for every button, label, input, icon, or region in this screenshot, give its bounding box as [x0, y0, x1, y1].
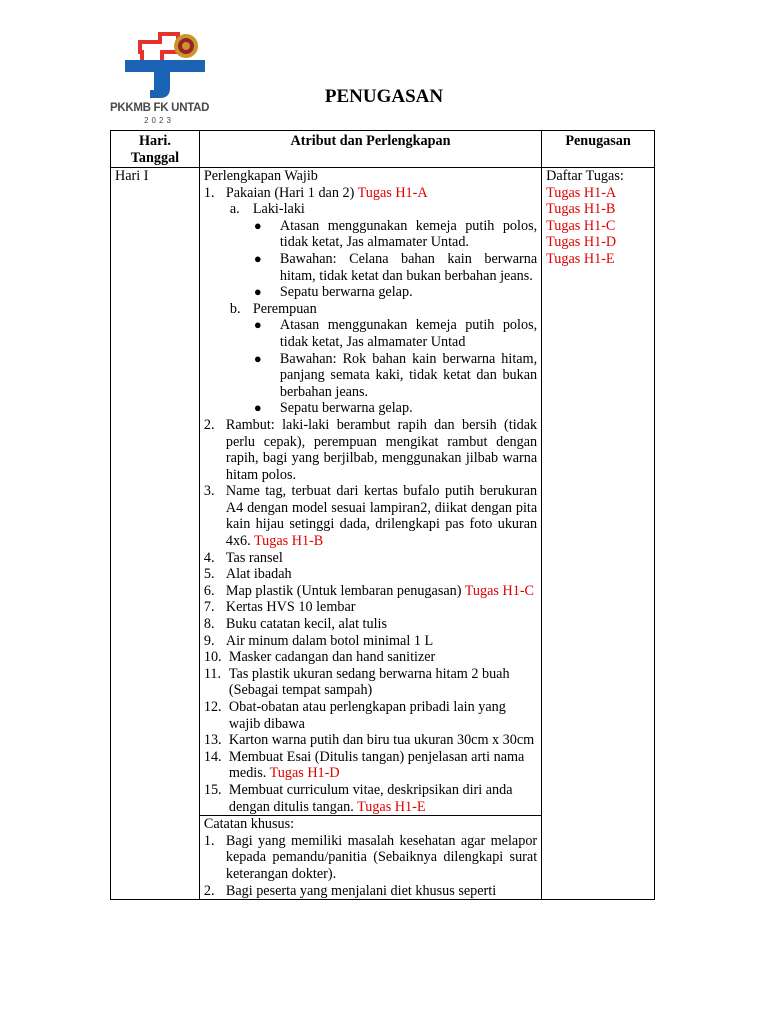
list-item: 15. Membuat curriculum vitae, deskripsikan diri anda dengan ditulis tangan. Tugas H1-E [203, 781, 513, 815]
bullet-icon: ● [253, 350, 262, 366]
task-list-item: Tugas H1-E [546, 250, 615, 267]
list-item: 7. Kertas HVS 10 lembar [203, 599, 356, 616]
bullet-icon: ● [253, 317, 262, 333]
task-ref: Tugas H1-B [253, 533, 324, 550]
task-list-item: Tugas H1-A [546, 184, 617, 201]
bullet-icon: ● [253, 217, 262, 233]
task-ref: Tugas H1-E [357, 798, 426, 815]
task-ref: Tugas H1-A [357, 184, 428, 201]
list-item: 6. Map plastik (Untuk lembaran penugasan) Tugas H1-C [203, 582, 535, 599]
bullet-item: ● Bawahan: Celana bahan kain berwarna hitam, tidak ketat dan bukan berbahan jeans. [253, 250, 538, 284]
sublist-item: b. Perempuan [229, 300, 317, 317]
bullet-item: ● Atasan menggunakan kemeja putih polos, tidak ketat, Jas almamater Untad [253, 317, 538, 350]
logo-text: PKKMB FK UNTAD [110, 102, 210, 114]
list-item: 1. Pakaian (Hari 1 dan 2) Tugas H1-A [203, 184, 428, 201]
list-item: 11. Tas plastik ukuran sedang berwarna hitam 2 buah (Sebagai tempat sampah) [203, 665, 510, 699]
bullet-item: ● Bawahan: Rok bahan kain berwarna hitam, panjang semata kaki, tidak ketat dan bukan berbahan jeans. [253, 350, 538, 400]
list-item: 2. Bagi peserta yang menjalani diet khusus seperti [203, 882, 497, 899]
list-item: 13. Karton warna putih dan biru tua ukuran 30cm x 30cm [203, 732, 535, 749]
list-item: 12. Obat-obatan atau perlengkapan pribadi lain yang wajib dibawa [203, 699, 506, 732]
list-item: 14. Membuat Esai (Ditulis tangan) penjelasan arti nama medis. Tugas H1-D [203, 748, 525, 782]
task-list-item: Tugas H1-D [546, 234, 617, 251]
task-list-item: Tugas H1-C [546, 217, 616, 234]
table-header-row [111, 131, 655, 168]
list-item: 3. Name tag, terbuat dari kertas bufalo putih berukuran A4 dengan model sesuai lampiran2, diikat dengan pita kain hijau setinggi dada, drilengkapi pas foto ukuran 4x6. Tugas H1-B [203, 483, 538, 550]
header-assignment: Penugasan [542, 131, 655, 168]
list-item: 10. Masker cadangan dan hand sanitizer [203, 649, 436, 666]
bullet-icon: ● [253, 250, 262, 266]
bullet-item: ● Sepatu berwarna gelap. [253, 284, 413, 301]
equipment-heading: Perlengkapan Wajib [203, 168, 318, 184]
task-ref: Tugas H1-D [269, 765, 340, 782]
list-item: 4. Tas ransel [203, 549, 283, 566]
day-cell: Hari I [111, 168, 200, 900]
header-attributes: Atribut dan Perlengkapan [199, 131, 541, 168]
header-day: Hari. Tanggal [111, 131, 200, 168]
logo-year: 2023 [144, 116, 174, 125]
list-item: 8. Buku catatan kecil, alat tulis [203, 616, 387, 633]
bullet-icon: ● [253, 284, 262, 300]
bullet-icon: ● [253, 400, 262, 416]
pkkmb-logo [110, 30, 220, 130]
task-ref: Tugas H1-C [464, 582, 535, 599]
list-item: 5. Alat ibadah [203, 566, 292, 583]
notes-heading: Catatan khusus: [203, 816, 295, 833]
sublist-item: a. Laki-laki [229, 201, 305, 218]
bullet-item: ● Atasan menggunakan kemeja putih polos, tidak ketat, Jas almamater Untad. [253, 217, 538, 251]
assignment-table [110, 130, 655, 900]
equipment-cell [199, 168, 541, 816]
tasks-cell [542, 168, 655, 900]
bullet-item: ● Sepatu berwarna gelap. [253, 400, 413, 417]
page-title: PENUGASAN [324, 86, 444, 107]
table-row [111, 168, 655, 816]
list-item: 1. Bagi yang memiliki masalah kesehatan agar melapor kepada pemandu/panitia (Sebaiknya dilengkapi surat keterangan dokter). [203, 832, 538, 882]
list-item: 2. Rambut: laki-laki berambut rapih dan bersih (tidak perlu cepak), perempuan mengikat rambut dengan rapih, bagi yang berjilbab, menggunakan jilbab warna hitam polos. [203, 416, 538, 483]
tasks-heading: Daftar Tugas: [546, 168, 624, 184]
task-list-item: Tugas H1-B [546, 201, 616, 218]
list-item: 9. Air minum dalam botol minimal 1 L [203, 632, 434, 649]
notes-cell [199, 816, 541, 900]
